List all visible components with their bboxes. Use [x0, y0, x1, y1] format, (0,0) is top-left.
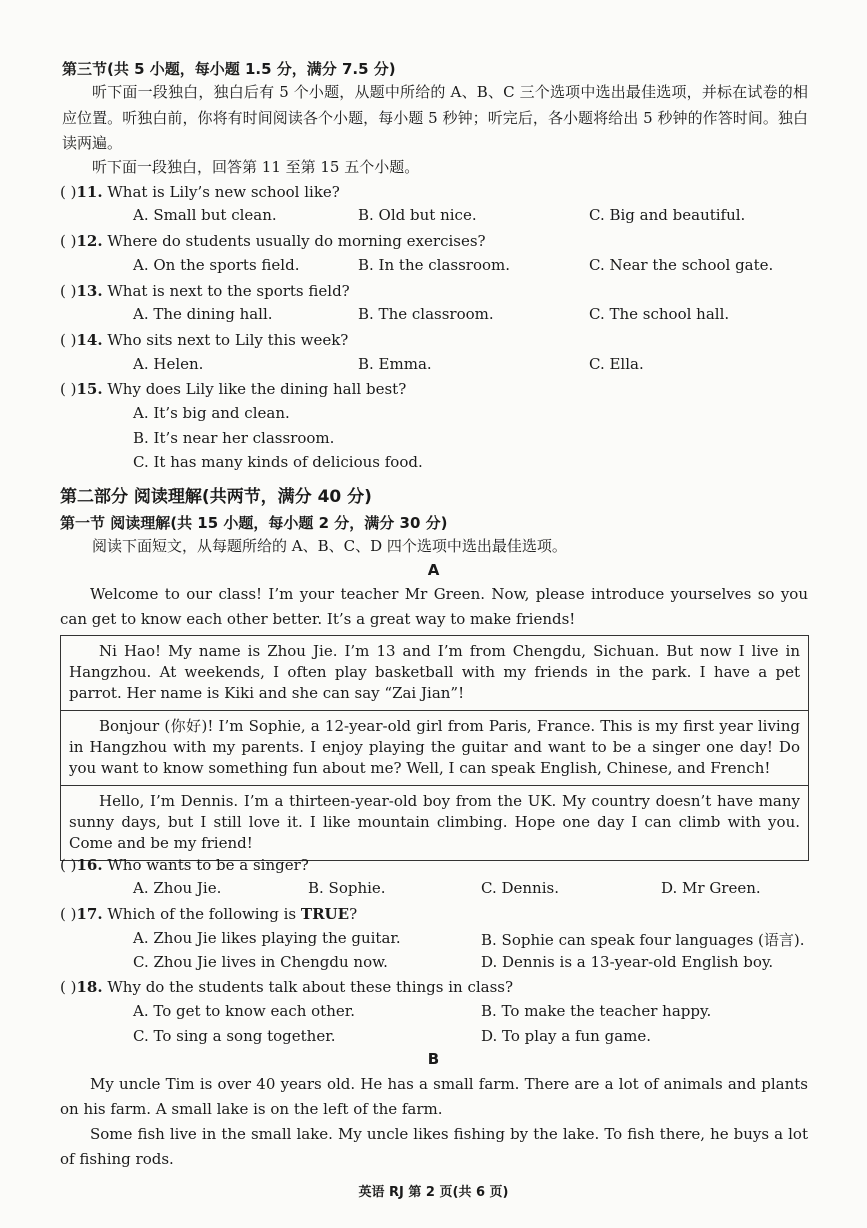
option-b: B. Emma.: [358, 355, 432, 373]
page-footer: 英语 RJ 第 2 页(共 6 页): [358, 1185, 509, 1200]
section3-instruction: 听下面一段独白，独白后有 5 个小题，从题中所给的 A、B、C 三个选项中选出最佳选项，并标在试卷的相应位置。听独白前，你将有时间阅读各个小题，每小题 5 秒钟；听完后，各小题将给出 5 秒钟的作答时间。独白读两遍。: [62, 83, 808, 152]
answer-blank[interactable]: ( ): [60, 856, 77, 874]
option-a: A. It’s big and clean.: [133, 404, 290, 422]
question-12: [60, 231, 486, 251]
question-number: 12.: [76, 232, 103, 250]
question-text: Why does Lily like the dining hall best?: [107, 380, 407, 398]
question-number: 18.: [76, 978, 103, 996]
question-text: Which of the following is: [107, 905, 301, 923]
part2-sec1-heading: 第一节 阅读理解(共 15 小题，每小题 2 分，满分 30 分): [60, 514, 448, 532]
option-a: A. Zhou Jie.: [133, 879, 222, 897]
answer-blank[interactable]: ( ): [60, 331, 77, 349]
answer-blank[interactable]: ( ): [60, 905, 77, 923]
option-d: D. Mr Green.: [661, 879, 761, 897]
intro-dennis: Hello, I’m Dennis. I’m a thirteen-year-old boy from the UK. My country doesn’t have many sunny days, but I still love it. I like mountain climbing. Hope one day I can climb with you. Come and be my friend!: [69, 792, 800, 852]
option-c: C. To sing a song together.: [133, 1027, 336, 1045]
option-c: C. Near the school gate.: [589, 256, 774, 274]
option-b: B. It’s near her classroom.: [133, 429, 335, 447]
option-c: C. Zhou Jie lives in Chengdu now.: [133, 953, 388, 971]
part2-sec1-instruction: 阅读下面短文，从每题所给的 A、B、C、D 四个选项中选出最佳选项。: [92, 537, 567, 555]
passage-a-intro: Welcome to our class! I’m your teacher Mr Green. Now, please introduce yourselves so you can get to know each other better. It’s a great way to make friends!: [60, 585, 808, 628]
option-a: A. To get to know each other.: [133, 1002, 356, 1020]
question-14: [60, 330, 348, 350]
option-c: C. Ella.: [589, 355, 644, 373]
question-text-end: ?: [349, 905, 358, 923]
answer-blank[interactable]: ( ): [60, 380, 77, 398]
section3-sub-instruction: 听下面一段独白，回答第 11 至第 15 五个小题。: [92, 158, 420, 176]
question-13: [60, 281, 350, 301]
question-16: [60, 855, 309, 875]
question-text: Who wants to be a singer?: [107, 856, 309, 874]
question-number: 16.: [76, 856, 103, 874]
option-a: A. On the sports field.: [133, 256, 300, 274]
question-text: Where do students usually do morning exercises?: [107, 232, 486, 250]
option-b: B. The classroom.: [358, 305, 494, 323]
question-number: 15.: [76, 380, 103, 398]
section3-heading: 第三节(共 5 小题，每小题 1.5 分，满分 7.5 分): [62, 60, 396, 78]
option-b: B. Sophie can speak four languages (语言).: [481, 931, 805, 949]
part2-heading: 第二部分 阅读理解(共两节，满分 40 分): [60, 487, 372, 507]
question-emphasis: TRUE: [300, 905, 350, 923]
question-number: 13.: [76, 282, 103, 300]
option-b: B. In the classroom.: [358, 256, 511, 274]
option-a: A. Zhou Jie likes playing the guitar.: [133, 929, 401, 947]
question-text: What is Lily’s new school like?: [107, 183, 340, 201]
intro-zhou-jie: Ni Hao! My name is Zhou Jie. I’m 13 and I’m from Chengdu, Sichuan. But now I live in Hangzhou. At weekends, I often play basketball with my friends in the park. I have a pet parrot. Her name is Kiki and she can say “Zai Jian”!: [61, 636, 808, 711]
passage-b-paragraph-2: Some fish live in the small lake. My uncle likes fishing by the lake. To fish there, he buys a lot of fishing rods.: [60, 1125, 808, 1168]
answer-blank[interactable]: ( ): [60, 282, 77, 300]
option-c: C. The school hall.: [589, 305, 730, 323]
option-a: A. Small but clean.: [133, 206, 277, 224]
introductions-box: [60, 635, 809, 861]
question-number: 14.: [76, 331, 103, 349]
question-text: Why do the students talk about these things in class?: [107, 978, 514, 996]
question-17: [60, 904, 357, 924]
passage-a-label: A: [427, 561, 440, 579]
passage-b-label: B: [427, 1050, 440, 1068]
option-b: B. To make the teacher happy.: [481, 1002, 712, 1020]
answer-blank[interactable]: ( ): [60, 232, 77, 250]
option-b: B. Sophie.: [308, 879, 386, 897]
option-b: B. Old but nice.: [358, 206, 477, 224]
question-15: [60, 379, 406, 399]
passage-b-paragraph-1: My uncle Tim is over 40 years old. He has a small farm. There are a lot of animals and plants on his farm. A small lake is on the left of the farm.: [60, 1075, 808, 1118]
question-number: 11.: [76, 183, 103, 201]
answer-blank[interactable]: ( ): [60, 978, 77, 996]
question-text: Who sits next to Lily this week?: [107, 331, 349, 349]
option-a: A. Helen.: [133, 355, 204, 373]
option-c: C. Dennis.: [481, 879, 559, 897]
intro-sophie: Bonjour (你好)! I’m Sophie, a 12-year-old girl from Paris, France. This is my first year living in Hangzhou with my parents. I enjoy playing the guitar and want to be a singer one day! Do you want to know something fun about me? Well, I can speak English, Chinese, and French!: [61, 711, 808, 786]
option-c: C. Big and beautiful.: [589, 206, 746, 224]
question-11: [60, 182, 340, 202]
question-text: What is next to the sports field?: [107, 282, 350, 300]
question-18: [60, 977, 513, 997]
option-d: D. Dennis is a 13-year-old English boy.: [481, 953, 774, 971]
option-a: A. The dining hall.: [133, 305, 273, 323]
option-d: D. To play a fun game.: [481, 1027, 652, 1045]
question-number: 17.: [76, 905, 103, 923]
answer-blank[interactable]: ( ): [60, 183, 77, 201]
option-c: C. It has many kinds of delicious food.: [133, 453, 423, 471]
